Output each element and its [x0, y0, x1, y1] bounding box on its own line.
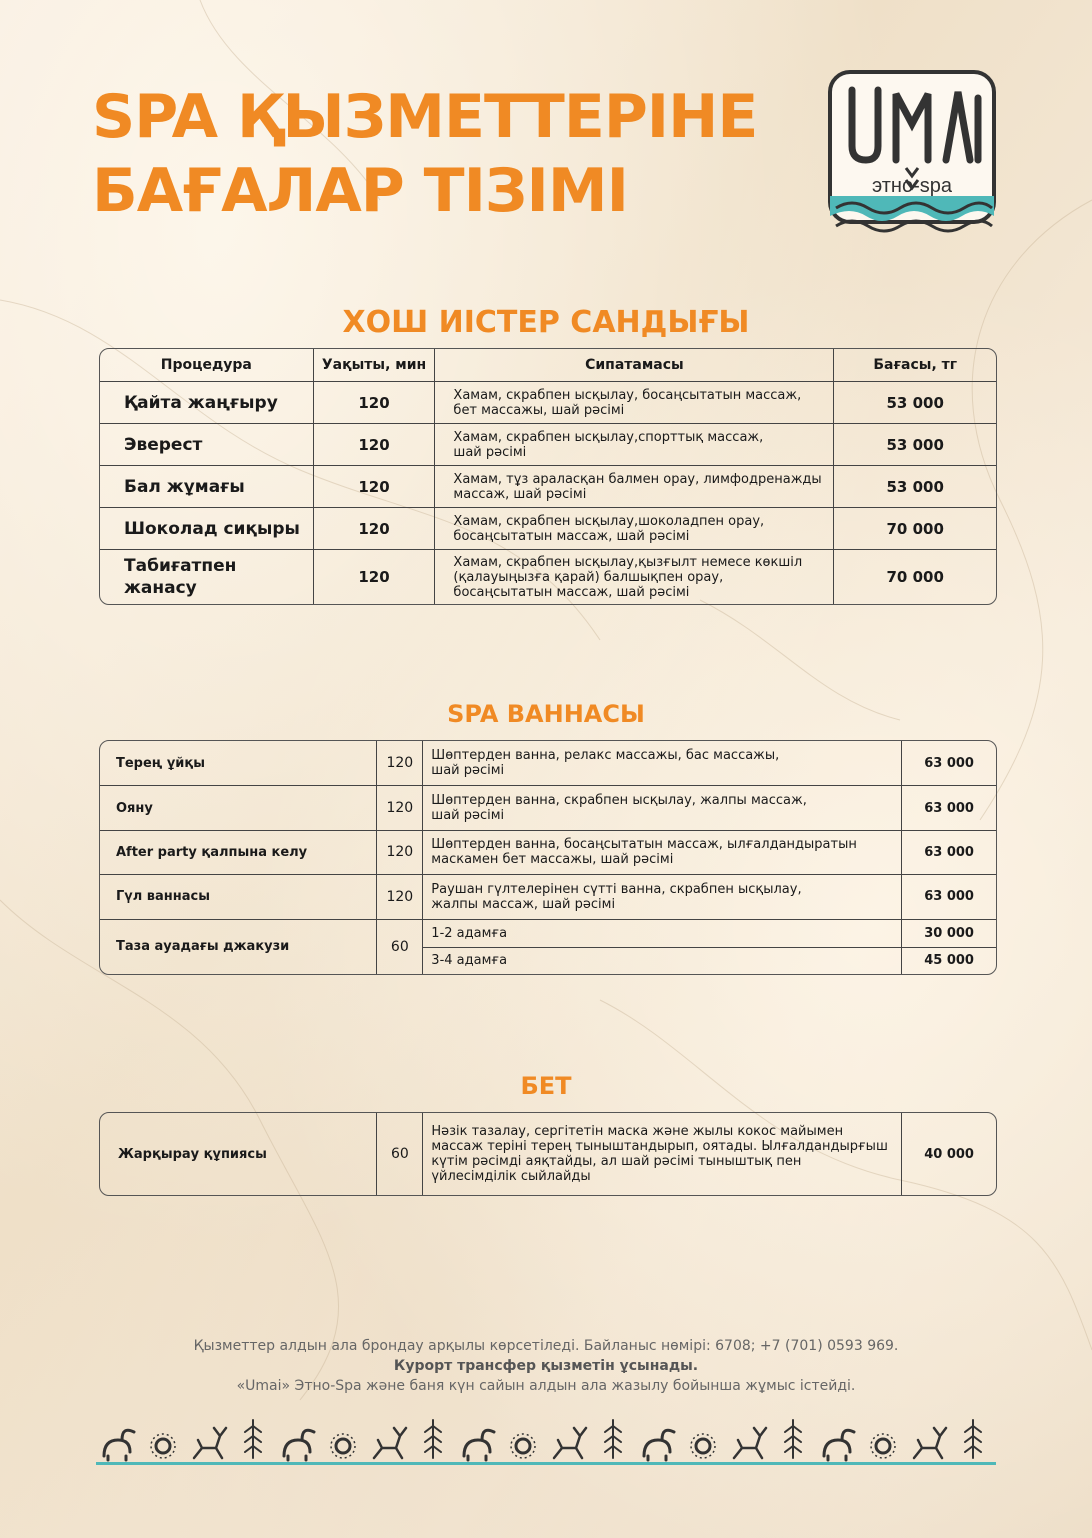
procedure-duration: 120	[314, 382, 436, 424]
deer-icon	[914, 1428, 946, 1458]
table-row	[100, 741, 996, 786]
ibex-icon	[464, 1430, 494, 1460]
procedure-description: Шөптерден ванна, релакс массажы, бас массажы, шай рәсімі	[423, 741, 902, 786]
table-row	[100, 786, 996, 830]
footer-schedule: «Umai» Этно-Spa және баня күн сайын алдын ала жазылу бойынша жұмыс істейді.	[236, 1378, 856, 1394]
procedure-name: Ояну	[100, 786, 377, 830]
procedure-price: 45 000	[924, 953, 974, 969]
procedure-duration: 120	[377, 831, 423, 875]
procedure-price: 53 000	[834, 424, 996, 466]
sun-icon	[696, 1439, 710, 1453]
procedure-description: Хамам, скрабпен ысқылау, босаңсытатын массаж, бет массажы, шай рәсімі	[435, 382, 834, 424]
procedure-option: 3-4 адамға	[423, 948, 902, 974]
table-header-row	[100, 349, 996, 382]
ibex-icon	[644, 1430, 674, 1460]
procedure-duration: 60	[377, 920, 423, 975]
procedure-name: Бал жұмағы	[100, 466, 314, 508]
procedure-price: 53 000	[834, 382, 996, 424]
procedure-duration: 120	[314, 550, 436, 604]
sun-icon	[336, 1439, 350, 1453]
logo-subtitle: этно-spa	[872, 175, 952, 197]
table-row	[100, 920, 996, 948]
tree-icon	[605, 1420, 621, 1458]
procedure-description: Хамам, скрабпен ысқылау,шоколадпен орау, босаңсытатын массаж, шай рәсімі	[435, 508, 834, 550]
procedure-name: Эверест	[100, 424, 314, 466]
procedure-price: 70 000	[834, 508, 996, 550]
tree-icon	[425, 1420, 441, 1458]
ethnic-ornament-border	[96, 1410, 996, 1480]
procedure-price: 70 000	[886, 568, 944, 586]
procedure-duration: 120	[377, 875, 423, 919]
procedure-duration: 120	[314, 424, 436, 466]
spa-bath-price-table	[99, 740, 997, 975]
sun-icon	[156, 1439, 170, 1453]
procedure-name: Табиғатпен жанасу	[100, 550, 314, 604]
ibex-icon	[104, 1430, 134, 1460]
procedure-price: 53 000	[834, 466, 996, 508]
procedure-name: Терең ұйқы	[100, 741, 377, 786]
tree-icon	[785, 1420, 801, 1458]
procedure-price: 63 000	[902, 741, 996, 786]
table-row	[100, 424, 996, 466]
table-row	[100, 466, 996, 508]
table-row	[100, 550, 996, 604]
procedure-name: Қайта жаңғыру	[100, 382, 314, 424]
tree-icon	[965, 1420, 981, 1458]
procedure-name: Гүл ваннасы	[100, 875, 377, 919]
face-price-table	[99, 1112, 997, 1196]
procedure-price: 30 000	[902, 920, 996, 948]
header-duration: Уақыты, мин	[314, 349, 436, 382]
header-procedure: Процедура	[100, 349, 314, 382]
procedure-description: Хамам, скрабпен ысқылау,спорттық массаж, шай рәсімі	[435, 424, 834, 466]
procedure-price: 63 000	[902, 875, 996, 919]
procedure-description: Хамам, скрабпен ысқылау,қызғылт немесе көкшіл (қалауыңызға қарай) балшықпен орау, босаңсытатын массаж, шай рәсімі	[435, 550, 834, 604]
tree-icon	[245, 1420, 261, 1458]
deer-icon	[374, 1428, 406, 1458]
procedure-name: Шоколад сиқыры	[100, 508, 314, 550]
procedure-description: Нәзік тазалау, сергітетін маска және жылы кокос майымен массаж теріні терең тыныштандырып, оятады. Ылғалдандырғыш күтім рәсімді аяқтайды, ал шай рәсімі тыныштық пен үйлесімділік сыйлайды	[423, 1113, 902, 1195]
procedure-price: 63 000	[902, 786, 996, 830]
procedure-price: 40 000	[924, 1146, 974, 1162]
title-line-2: БАҒАЛАР ТІЗІМІ	[92, 156, 628, 226]
page-title	[92, 80, 757, 228]
procedure-duration: 120	[377, 741, 423, 786]
deer-icon	[734, 1428, 766, 1458]
procedure-duration: 120	[377, 786, 423, 830]
procedure-duration: 60	[377, 1113, 423, 1195]
deer-icon	[194, 1428, 226, 1458]
procedure-description: Хамам, тұз араласқан балмен орау, лимфодренажды массаж, шай рәсімі	[435, 466, 834, 508]
procedure-description: Шөптерден ванна, босаңсытатын массаж, ылғалдандыратын маскамен бет массажы, шай рәсімі	[423, 831, 902, 875]
deer-icon	[554, 1428, 586, 1458]
procedure-name: Таза ауадағы джакузи	[100, 920, 377, 975]
procedure-name: Жарқырау құпиясы	[100, 1113, 377, 1195]
ibex-icon	[284, 1430, 314, 1460]
procedure-description: Раушан гүлтелерінен сүтті ванна, скрабпен ысқылау, жалпы массаж, шай рәсімі	[423, 875, 902, 919]
footer-contact: Қызметтер алдын ала брондау арқылы көрсетіледі. Байланыс нөмірі: 6708; +7 (701) 0593 969.	[193, 1338, 899, 1354]
table-row	[100, 875, 996, 919]
ornament-baseline	[96, 1462, 996, 1465]
table-row	[100, 508, 996, 550]
procedure-name: After party қалпына келу	[100, 831, 377, 875]
header-description: Сипатамасы	[435, 349, 834, 382]
header-price: Бағасы, тг	[834, 349, 996, 382]
procedure-description: Шөптерден ванна, скрабпен ысқылау, жалпы массаж, шай рәсімі	[423, 786, 902, 830]
table-row	[100, 1113, 996, 1195]
procedure-option: 1-2 адамға	[423, 920, 902, 948]
footer-transfer: Курорт трансфер қызметін ұсынады.	[393, 1358, 699, 1374]
section-title-spa-bath: SPA ВАННАСЫ	[447, 700, 645, 728]
procedure-price: 63 000	[902, 831, 996, 875]
section-title-face: БЕТ	[520, 1072, 572, 1100]
sun-icon	[516, 1439, 530, 1453]
aroma-price-table	[99, 348, 997, 605]
table-row	[100, 831, 996, 875]
ibex-icon	[824, 1430, 854, 1460]
umai-logo	[826, 68, 998, 238]
procedure-duration: 120	[314, 508, 436, 550]
sun-icon	[876, 1439, 890, 1453]
title-line-1: SPA ҚЫЗМЕТТЕРІНЕ	[92, 82, 758, 152]
procedure-duration: 120	[314, 466, 436, 508]
table-row	[100, 382, 996, 424]
section-title-aroma: ХОШ ИІСТЕР САНДЫҒЫ	[342, 305, 750, 340]
